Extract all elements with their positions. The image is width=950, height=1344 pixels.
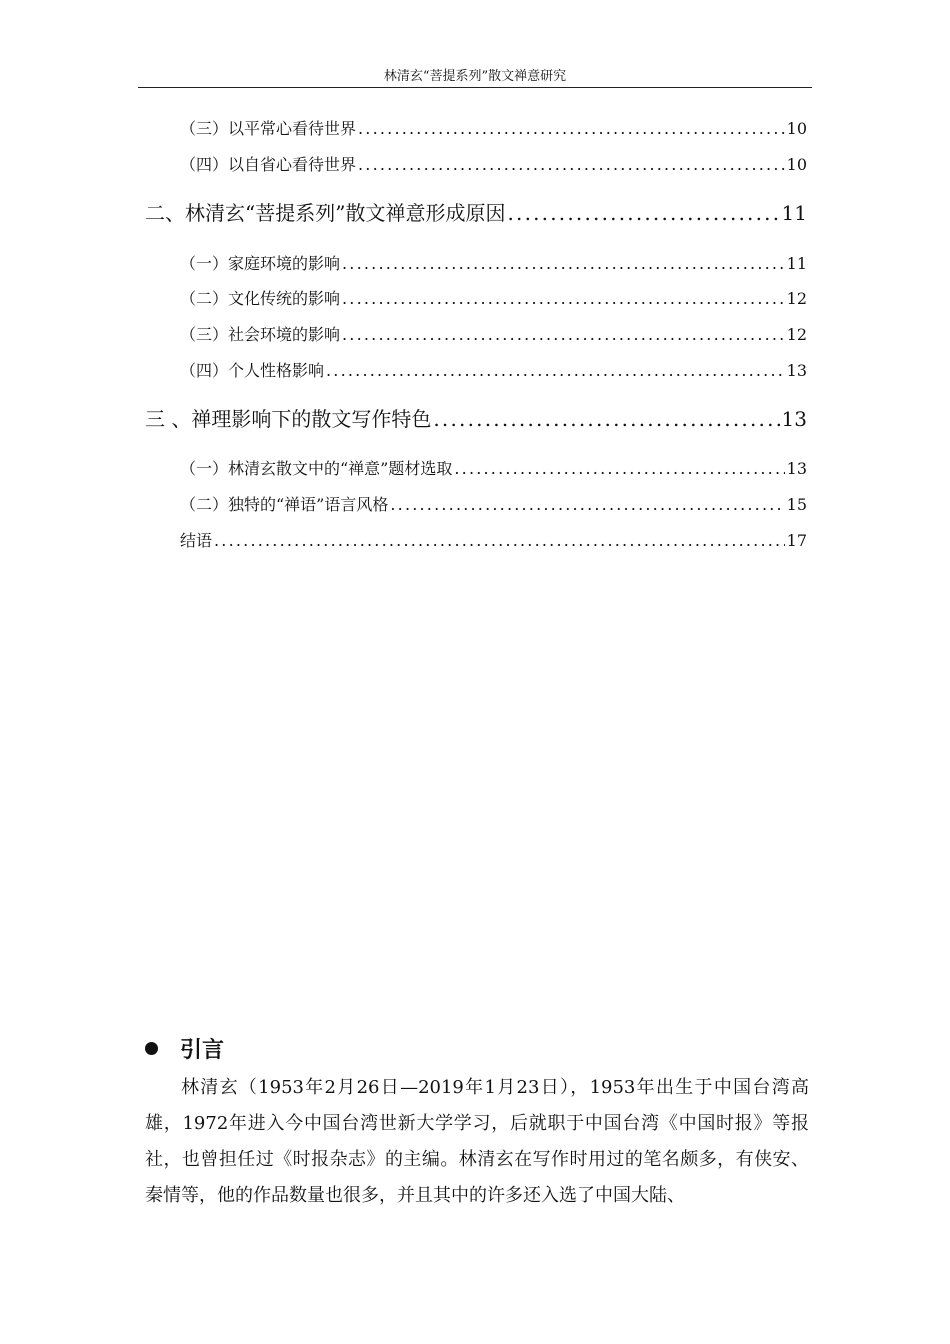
toc-leader-dots	[342, 323, 785, 347]
toc-entry[interactable]	[180, 529, 807, 553]
toc-entry-label: （二）独特的“禅语”语言风格	[180, 495, 389, 514]
toc-entry[interactable]	[180, 117, 807, 141]
toc-entry-page: 11	[786, 254, 807, 273]
toc-entry-label: 二、林清玄“菩提系列”散文禅意形成原因	[145, 201, 506, 225]
toc-entry[interactable]	[180, 252, 807, 276]
toc-entry[interactable]	[180, 287, 807, 311]
toc-leader-dots	[454, 457, 784, 481]
toc-entry-page: 12	[786, 289, 807, 308]
toc-entry-label: （四）个人性格影响	[180, 361, 325, 380]
toc-leader-dots	[214, 529, 785, 553]
toc-entry-page: 10	[786, 119, 807, 138]
toc-chapter-entry[interactable]	[145, 404, 807, 434]
toc-leader-dots	[358, 153, 785, 177]
toc-leader-dots	[433, 404, 779, 434]
toc-entry-page: 17	[786, 531, 807, 550]
toc-entry-label: （二）文化传统的影响	[180, 289, 341, 308]
bullet-icon	[145, 1042, 158, 1055]
toc-entry-page: 15	[786, 495, 807, 514]
intro-heading	[145, 1032, 224, 1064]
intro-heading-label: 引言	[180, 1037, 225, 1063]
header-rule	[138, 87, 812, 88]
toc-entry[interactable]	[180, 359, 807, 383]
toc-entry-page: 11	[781, 201, 807, 225]
toc-entry-page: 13	[786, 361, 807, 380]
toc-entry-page: 13	[781, 407, 807, 431]
toc-leader-dots	[326, 359, 785, 383]
toc-leader-dots	[342, 252, 785, 276]
toc-entry-label: （三）社会环境的影响	[180, 325, 341, 344]
toc-entry[interactable]	[180, 323, 807, 347]
toc-entry-label: 结语	[180, 531, 213, 550]
toc-entry-label: （一）家庭环境的影响	[180, 254, 341, 273]
toc-entry-label: （一）林清玄散文中的“禅意”题材选取	[180, 459, 453, 478]
toc-entry-page: 13	[786, 459, 807, 478]
running-header: 林清玄“菩提系列”散文禅意研究	[383, 69, 567, 84]
toc-entry-page: 10	[786, 155, 807, 174]
toc-entry-label: （四）以自省心看待世界	[180, 155, 357, 174]
toc-entry[interactable]	[180, 493, 807, 517]
toc-leader-dots	[358, 117, 785, 141]
toc-chapter-entry[interactable]	[145, 198, 807, 228]
toc-entry[interactable]	[180, 457, 807, 481]
toc-leader-dots	[342, 287, 785, 311]
toc-leader-dots	[390, 493, 784, 517]
toc-entry-label: 三 、禅理影响下的散文写作特色	[145, 407, 432, 431]
intro-paragraph: 林清玄（1953年2月26日—2019年1月23日），1953年出生于中国台湾高雄，1972年进入今中国台湾世新大学学习，后就职于中国台湾《中国时报》等报社，也曾担任过《时报杂志》的主编。林清玄在写作时用过的笔名颇多，有侠安、秦情等，他的作品数量也很多，并且其中的许多还入选了中国大陆、	[145, 1077, 809, 1206]
toc-entry-page: 12	[786, 325, 807, 344]
toc-leader-dots	[507, 198, 779, 228]
toc-entry[interactable]	[180, 153, 807, 177]
toc-entry-label: （三）以平常心看待世界	[180, 119, 357, 138]
